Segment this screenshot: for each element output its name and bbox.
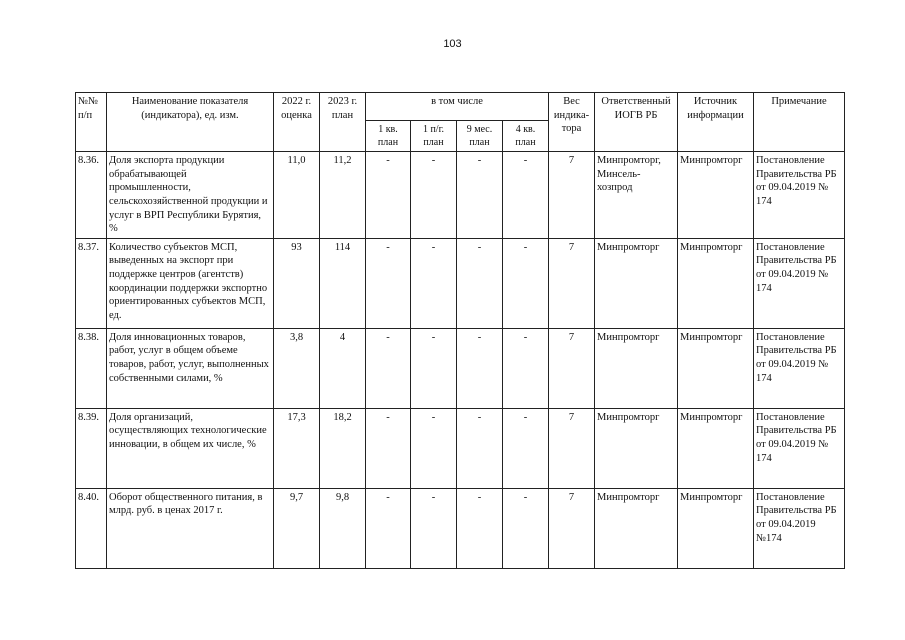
cell-num: 8.37. — [76, 238, 107, 328]
cell-2022: 9,7 — [274, 488, 320, 568]
cell-name: Оборот общественного питания, в млрд. руб. в ценах 2017 г. — [107, 488, 274, 568]
cell-weight: 7 — [549, 408, 595, 488]
cell-name: Доля инновационных товаров, работ, услуг в общем объеме товаров, работ, услуг, выполненных собственными силами, % — [107, 328, 274, 408]
header-num: №№ п/п — [76, 93, 107, 152]
cell-h1: - — [411, 408, 457, 488]
cell-weight: 7 — [549, 328, 595, 408]
cell-source: Минпромторг — [678, 488, 754, 568]
header-responsible: Ответственный ИОГВ РБ — [595, 93, 678, 152]
cell-2022: 11,0 — [274, 152, 320, 239]
cell-2023: 18,2 — [320, 408, 366, 488]
header-including: в том числе — [366, 93, 549, 121]
cell-q1: - — [366, 152, 411, 239]
cell-source: Минпромторг — [678, 408, 754, 488]
header-q1: 1 кв. план — [366, 121, 411, 152]
cell-weight: 7 — [549, 152, 595, 239]
table-row — [76, 152, 845, 239]
cell-q4: - — [503, 152, 549, 239]
cell-q4: - — [503, 238, 549, 328]
cell-name: Количество субъектов МСП, выведенных на экспорт при поддержке центров (агентств) координации поддержки экспортно ориентированных субъектов МСП, ед. — [107, 238, 274, 328]
cell-source: Минпромторг — [678, 328, 754, 408]
cell-note: Постановление Правительства РБ от 09.04.2019 № 174 — [754, 328, 845, 408]
cell-9m: - — [457, 408, 503, 488]
cell-name: Доля организаций, осуществляющих технологические инновации, в общем их числе, % — [107, 408, 274, 488]
header-source: Источник информации — [678, 93, 754, 152]
header-2022: 2022 г. оценка — [274, 93, 320, 152]
cell-q4: - — [503, 488, 549, 568]
cell-q1: - — [366, 238, 411, 328]
cell-2023: 9,8 — [320, 488, 366, 568]
cell-weight: 7 — [549, 488, 595, 568]
cell-q1: - — [366, 328, 411, 408]
cell-9m: - — [457, 152, 503, 239]
table-row — [76, 408, 845, 488]
header-name: Наименование показателя (индикатора), ед. изм. — [107, 93, 274, 152]
cell-num: 8.36. — [76, 152, 107, 239]
cell-2022: 17,3 — [274, 408, 320, 488]
cell-q4: - — [503, 408, 549, 488]
table-row — [76, 328, 845, 408]
header-note: Примечание — [754, 93, 845, 152]
cell-responsible: Минпромторг — [595, 408, 678, 488]
indicators-table — [75, 92, 845, 569]
cell-2023: 11,2 — [320, 152, 366, 239]
cell-note: Постановление Правительства РБ от 09.04.2019 № 174 — [754, 408, 845, 488]
cell-q1: - — [366, 488, 411, 568]
cell-note: Постановление Правительства РБ от 09.04.2019 № 174 — [754, 152, 845, 239]
header-2023: 2023 г. план — [320, 93, 366, 152]
cell-weight: 7 — [549, 238, 595, 328]
page-number: 103 — [443, 38, 462, 50]
header-h1: 1 п/г. план — [411, 121, 457, 152]
header-weight: Вес индика-тора — [549, 93, 595, 152]
cell-num: 8.40. — [76, 488, 107, 568]
cell-h1: - — [411, 488, 457, 568]
cell-9m: - — [457, 328, 503, 408]
cell-9m: - — [457, 488, 503, 568]
cell-responsible: Минпромторг — [595, 328, 678, 408]
header-q4: 4 кв. план — [503, 121, 549, 152]
cell-q1: - — [366, 408, 411, 488]
table-row — [76, 488, 845, 568]
cell-2022: 93 — [274, 238, 320, 328]
cell-responsible: Минпромторг, Минсель-хозпрод — [595, 152, 678, 239]
cell-9m: - — [457, 238, 503, 328]
cell-responsible: Минпромторг — [595, 488, 678, 568]
cell-q4: - — [503, 328, 549, 408]
cell-2022: 3,8 — [274, 328, 320, 408]
cell-num: 8.39. — [76, 408, 107, 488]
cell-2023: 114 — [320, 238, 366, 328]
cell-responsible: Минпромторг — [595, 238, 678, 328]
cell-h1: - — [411, 328, 457, 408]
cell-num: 8.38. — [76, 328, 107, 408]
cell-source: Минпромторг — [678, 238, 754, 328]
cell-h1: - — [411, 238, 457, 328]
cell-source: Минпромторг — [678, 152, 754, 239]
cell-note: Постановление Правительства РБ от 09.04.2019 №174 — [754, 488, 845, 568]
cell-2023: 4 — [320, 328, 366, 408]
cell-name: Доля экспорта продукции обрабатывающей промышленности, сельскохозяйственной продукции и услуг в ВРП Республики Бурятия, % — [107, 152, 274, 239]
header-9m: 9 мес. план — [457, 121, 503, 152]
cell-h1: - — [411, 152, 457, 239]
cell-note: Постановление Правительства РБ от 09.04.2019 № 174 — [754, 238, 845, 328]
table-row — [76, 238, 845, 328]
